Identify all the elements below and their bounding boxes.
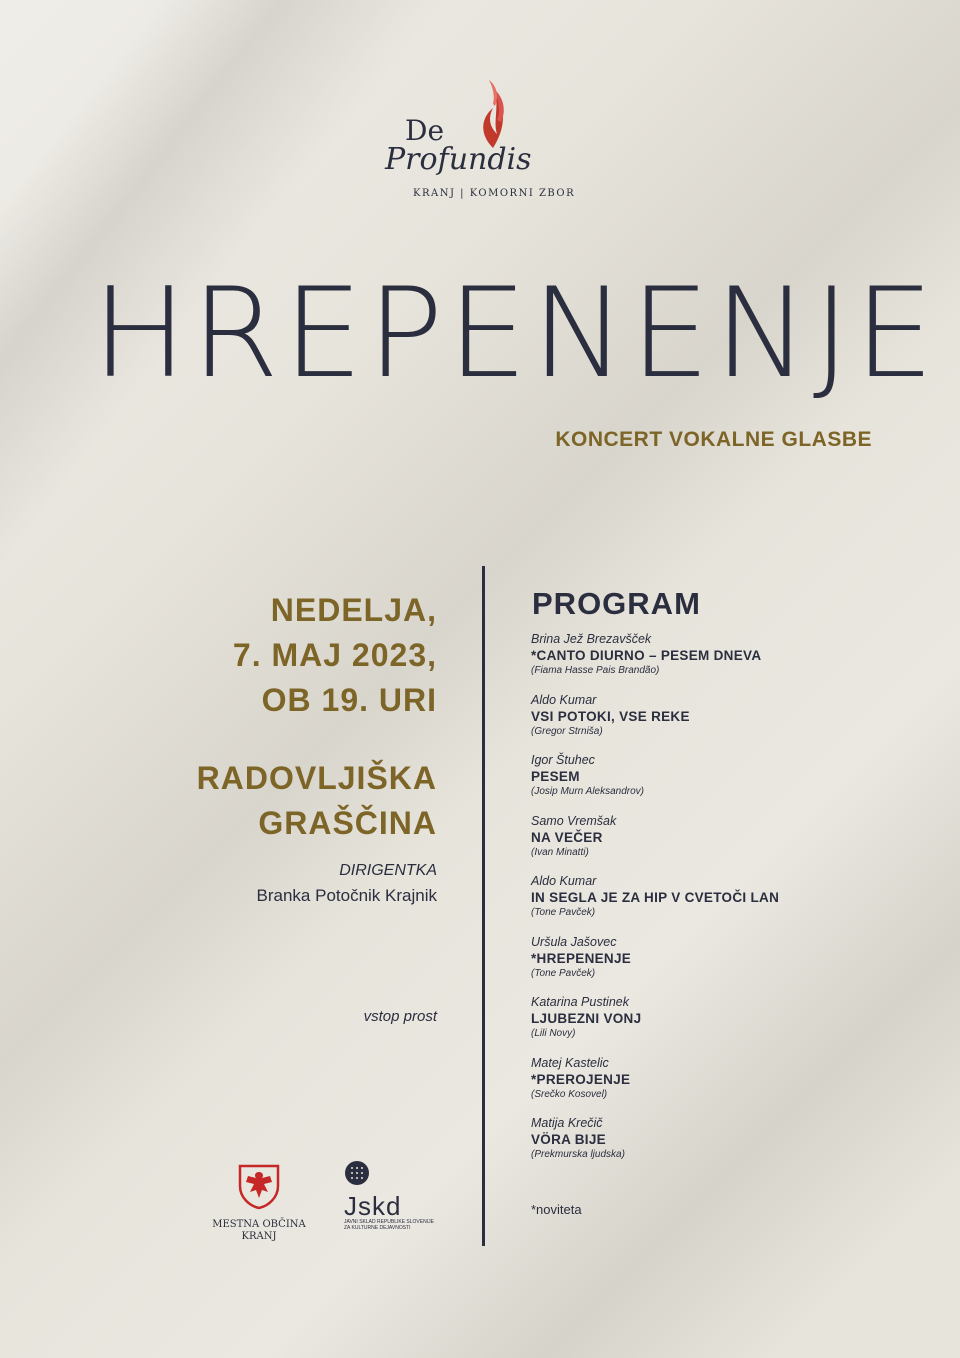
logo-line2: Profundis [385,142,532,177]
work-title: *PREROJENJE [531,1071,631,1087]
program-item [531,994,931,1055]
logo-subtitle: KRANJ | KOMORNI ZBOR [413,188,576,199]
jskd-dot-circle-icon [344,1160,370,1186]
program-item [531,1055,931,1116]
poet: (Tone Pavček) [531,907,596,918]
composer: Aldo Kumar [531,874,597,888]
composer: Matija Krečič [531,1116,603,1130]
event-venue [60,756,437,846]
program-heading: PROGRAM [532,586,701,621]
venue-line: GRAŠČINA [258,805,437,841]
poet: (Gregor Strniša) [531,725,603,737]
poet: (Tone Pavček) [531,967,596,979]
concert-title: HREPENENJE [92,262,939,406]
composer: Katarina Pustinek [531,995,629,1009]
program-list [531,631,931,1176]
date-line: OB 19. URI [261,682,437,718]
conductor-name: Branka Potočnik Krajnik [256,886,437,905]
poet: (Josip Murn Aleksandrov) [531,786,645,797]
composer: Aldo Kumar [531,692,597,707]
kranj-municipality-logo [205,1160,313,1243]
vertical-divider [482,566,485,1246]
program-item [531,692,931,753]
flame-icon [477,78,511,150]
work-title: *HREPENENJE [531,950,632,966]
poet: (Fiama Hasse Pais Brandão) [531,665,660,676]
work-title: VSI POTOKI, VSE REKE [531,708,690,724]
composer: Uršula Jašovec [531,934,617,949]
program-item [531,1115,931,1176]
poet: (Ivan Minatti) [531,846,589,858]
date-line: NEDELJA, [270,592,437,628]
jskd-fine-line: ZA KULTURNE DEJAVNOSTI [344,1225,411,1231]
date-line: 7. MAJ 2023, [232,637,437,673]
poet: (Prekmurska ljudska) [531,1149,625,1160]
poet: (Srečko Kosovel) [531,1088,608,1100]
work-title: LJUBEZNI VONJ [531,1011,642,1026]
program-item [531,934,931,995]
work-title: PESEM [531,769,580,784]
work-title: NA VEČER [531,829,603,845]
work-title: VÖRA BIJE [531,1132,606,1147]
kranj-line: MESTNA OBČINA [212,1219,306,1230]
kranj-line: KRANJ [241,1231,277,1242]
program-item [531,631,931,692]
kranj-coat-of-arms-icon [234,1160,284,1210]
program-item [531,873,931,934]
choir-logo [385,78,576,203]
entry-note: vstop prost [363,1008,437,1025]
work-title: *CANTO DIURNO – PESEM DNEVA [531,648,762,663]
work-title: IN SEGLA JE ZA HIP V CVETOČI LAN [531,890,780,905]
event-date [60,588,437,723]
jskd-wordmark: Jskd [344,1191,402,1221]
composer: Samo Vremšak [531,813,617,828]
venue-line: RADOVLJIŠKA [196,760,437,796]
composer: Brina Jež Brezavšček [531,632,652,646]
logo-line1: De [405,114,445,147]
concert-subtitle: KONCERT VOKALNE GLASBE [555,428,872,451]
conductor-label: DIRIGENTKA [339,862,437,879]
jskd-fine-line: JAVNI SKLAD REPUBLIKE SLOVENIJE [344,1219,434,1225]
program-item [531,813,931,874]
jskd-logo [344,1160,440,1231]
premiere-note: *noviteta [531,1202,582,1217]
composer: Igor Štuhec [531,753,595,767]
program-item [531,752,931,813]
poet: (Lili Novy) [531,1028,576,1039]
composer: Matej Kastelic [531,1055,609,1070]
